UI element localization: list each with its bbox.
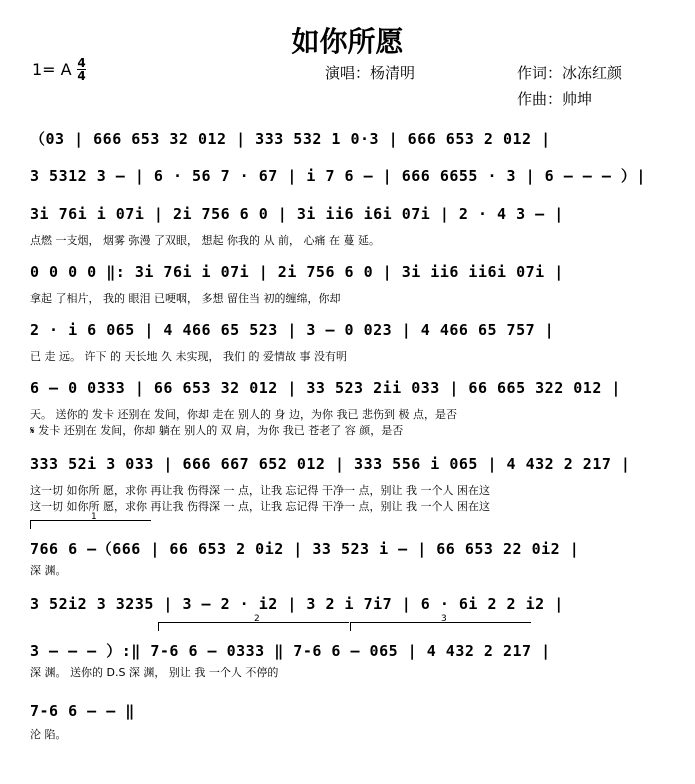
time-signature <box>77 58 86 81</box>
lyric-line: 深 渊。 <box>30 564 67 577</box>
lyric-line-verse-2: 𝄋 发卡 还别在 发间，你却 躺在 别人的 双 肩，为你 我已 苍老了 容 颜，是否 <box>30 424 404 437</box>
notation-line: 0 0 0 0 ‖: 3i 76i i 07i | 2i 756 6 0 | 3i ii6 ii6i 07i | <box>30 263 564 281</box>
volta-label: 1 <box>91 512 97 522</box>
volta-label: 3 <box>441 614 447 624</box>
song-title: 如你所愿 <box>291 25 404 58</box>
singer-credit: 演唱：杨清明 <box>325 64 416 82</box>
lyric-line-verse-2: 这一切 如你所 愿，求你 再让我 伤得深 一 点，让我 忘记得 干净一 点，别让 我 一个人 困在这 <box>30 500 490 513</box>
volta-bracket-3 <box>350 614 531 631</box>
notation-line: 3 52i2 3 3235 | 3 – 2 · i2 | 3 2 i 7i7 | 6 · 6i 2 2 i2 | <box>30 595 564 613</box>
lyric-line: 点燃 一支烟， 烟雾 弥漫 了双眼， 想起 你我的 从 前， 心痛 在 蔓 延。 <box>30 234 380 247</box>
time-signature-top: 4 <box>77 56 86 70</box>
notation-line: 2 · i 6 065 | 4 466 65 523 | 3 – 0 023 | 4 466 65 757 | <box>30 321 555 339</box>
volta-bracket-1 <box>30 512 151 529</box>
composer-credit: 作曲：帅坤 <box>517 90 593 108</box>
volta-bracket-2 <box>158 614 349 631</box>
notation-line: 7-6 6 – – ‖ <box>30 702 135 720</box>
notation-line: 3 5312 3 – | 6 · 56 7 · 67 | i 7 6 – | 666 6655 · 3 | 6 – – – ）| <box>30 167 646 185</box>
lyric-line: 沦 陷。 <box>30 728 67 741</box>
lyric-line: 已 走 远。 许下 的 天长地 久 未实现， 我们 的 爱情故 事 没有明 <box>30 350 347 363</box>
notation-line: 333 52i 3 033 | 666 667 652 012 | 333 556 i 065 | 4 432 2 217 | <box>30 455 631 473</box>
notation-line: 3 – – – ）:‖ 7-6 6 – 0333 ‖ 7-6 6 – 065 | 4 432 2 217 | <box>30 642 551 660</box>
notation-line: 6 – 0 0333 | 66 653 32 012 | 33 523 2ii 033 | 66 665 322 012 | <box>30 379 621 397</box>
lyric-line: 拿起 了相片， 我的 眼泪 已哽咽， 多想 留住当 初的缠绵，你却 <box>30 292 341 305</box>
lyric-line: 天。 送你的 发卡 还别在 发间，你却 走在 别人的 身 边，为你 我已 悲伤到 极 点，是否 <box>30 408 457 421</box>
notation-line: 766 6 –（666 | 66 653 2 0i2 | 33 523 i – | 66 653 22 0i2 | <box>30 540 580 558</box>
lyricist-credit: 作词：冰冻红颜 <box>517 64 623 82</box>
volta-label: 2 <box>254 614 260 624</box>
lyric-line: 这一切 如你所 愿，求你 再让我 伤得深 一 点，让我 忘记得 干净一 点，别让 我 一个人 困在这 <box>30 484 490 497</box>
time-signature-bottom: 4 <box>77 69 86 83</box>
notation-line: （03 | 666 653 32 012 | 333 532 1 0·3 | 666 653 2 012 | <box>30 130 551 148</box>
notation-line: 3i 76i i 07i | 2i 756 6 0 | 3i ii6 i6i 07i | 2 · 4 3 – | <box>30 205 564 223</box>
lyric-line: 深 渊。 送你的 D.S 深 渊， 别让 我 一个人 不停的 <box>30 666 279 679</box>
key-signature: 1= A <box>32 60 72 79</box>
